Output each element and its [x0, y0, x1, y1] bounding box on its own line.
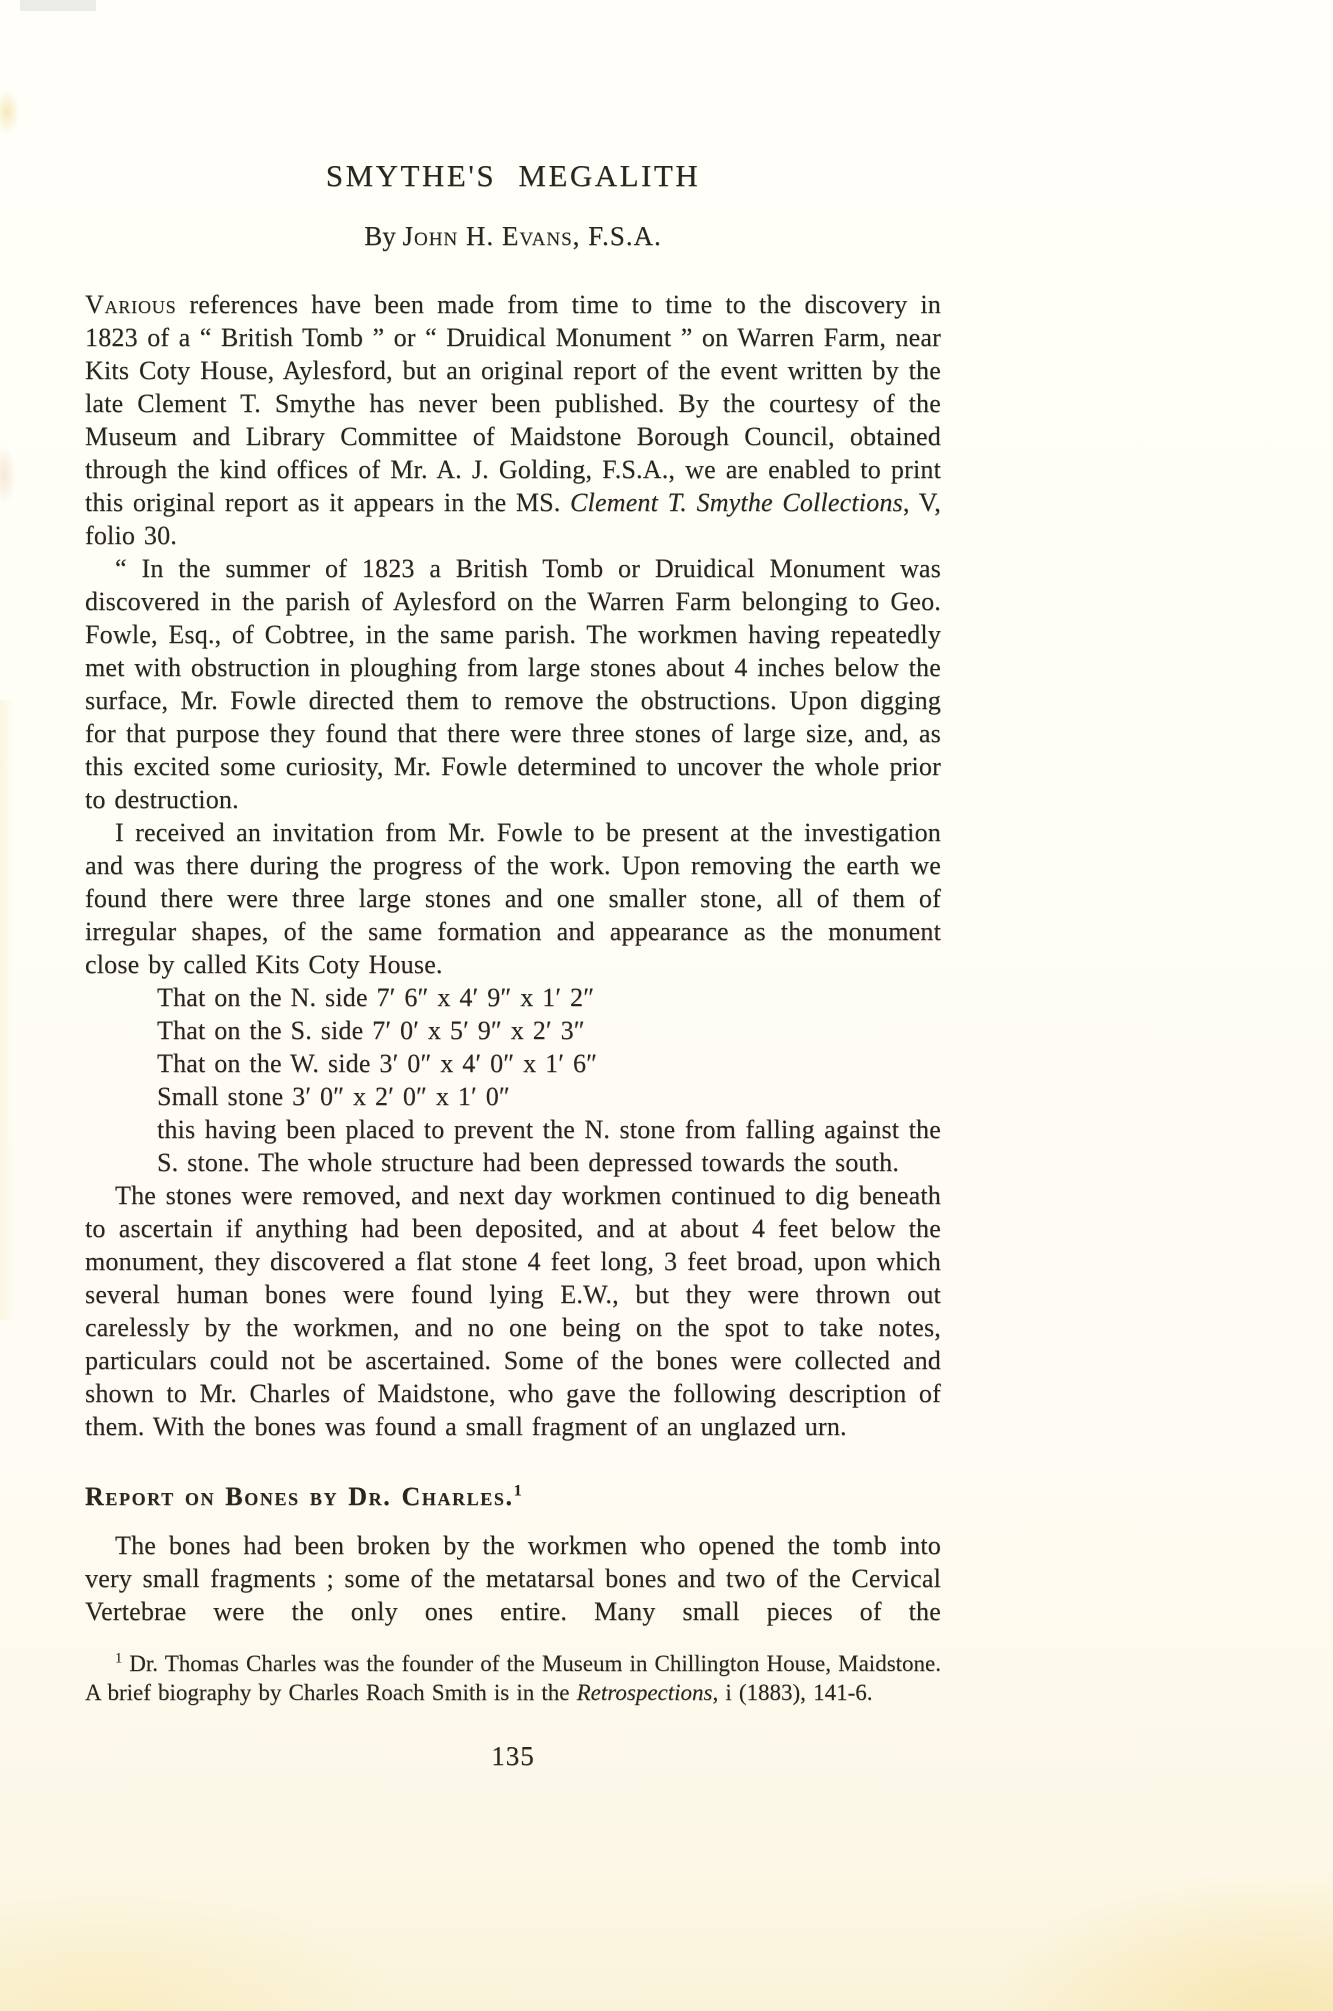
footnote-book-title-italic: Retrospections	[576, 1680, 713, 1705]
footnote-tail: , i (1883), 141-6.	[712, 1680, 873, 1705]
section-heading-report-on-bones	[85, 1480, 941, 1513]
manuscript-title-italic: Clement T. Smythe Collections	[570, 488, 903, 517]
paragraph-quote-2: I received an invitation from Mr. Fowle to be present at the investigation and was there during the progress of the work. Upon removing the earth we found there were three large stones and one smaller stone, all of them of irregular shapes, of the same formation and appearance as the monument close by called Kits Coty House.	[85, 818, 941, 979]
footnote-reference-mark: 1	[513, 1482, 524, 1500]
footnote-marker: 1	[115, 1650, 123, 1667]
paragraph-intro-tail: , V, folio 30.	[85, 488, 941, 550]
section-heading-text: Report on Bones by Dr. Charles.	[85, 1482, 514, 1511]
paragraph-excavation: The stones were removed, and next day workmen continued to dig beneath to ascertain if anything had been deposited, and at about 4 feet below the monument, they discovered a flat stone 4 feet long, 3 feet broad, upon which several human bones were found lying E.W., but they were thrown out carelessly by the workmen, and no one being on the spot to take notes, particulars could not be ascertained. Some of the bones were collected and shown to Mr. Charles of Maidstone, who gave the following description of them. With the bones was found a small fragment of an unglazed urn.	[85, 1181, 941, 1441]
footnote	[85, 1649, 941, 1707]
footnote-text: Dr. Thomas Charles was the founder of the Museum in Chillington House, Maidstone. A brief biography by Charles Roach Smith is in the	[85, 1651, 941, 1705]
scan-artifact-edge-streak	[0, 700, 14, 1320]
measurement-north-stone: That on the N. side 7′ 6″ x 4′ 9″ x 1′ 2″	[157, 983, 595, 1012]
article-body	[85, 288, 941, 1628]
article-text-block	[85, 158, 941, 1772]
scan-artifact-corner-mark	[20, 0, 96, 11]
paragraph-intro-text: references have been made from time to time to the discovery in 1823 of a “ British Tomb ” or “ Druidical Monument ” on Warren Farm, near Kits Coty House, Aylesford, but an original report of the event written by the late Clement T. Smythe has never been published. By the courtesy of the Museum and Library Committee of Maidstone Borough Council, obtained through the kind offices of Mr. A. J. Golding, F.S.A., we are enabled to print this original report as it appears in the MS.	[85, 290, 941, 517]
paragraph-bones-report: The bones had been broken by the workmen who opened the tomb into very small fragments ; some of the metatarsal bones and two of the Cervical Vertebrae were the only ones entire. Many small pieces of the	[85, 1531, 941, 1626]
byline-prefix: By	[364, 221, 403, 251]
page-number: 135	[491, 1741, 535, 1771]
measurements-note: this having been placed to prevent the N. stone from falling against the S. stone. The whole structure had been depressed towards the south.	[157, 1115, 941, 1177]
paragraph-intro	[85, 288, 941, 552]
measurement-west-stone: That on the W. side 3′ 0″ x 4′ 0″ x 1′ 6″	[157, 1049, 598, 1078]
scan-artifact-smudge	[0, 90, 20, 134]
article-byline	[85, 221, 941, 252]
article-title: SMYTHE'S MEGALITH	[325, 158, 701, 193]
measurement-south-stone: That on the S. side 7′ 0′ x 5′ 9″ x 2′ 3″	[157, 1016, 585, 1045]
paragraph-quote-1: “ In the summer of 1823 a British Tomb or Druidical Monument was discovered in the parish of Aylesford on the Warren Farm belonging to Geo. Fowle, Esq., of Cobtree, in the same parish. The workmen having repeatedly met with obstruction in ploughing from large stones about 4 inches below the surface, Mr. Fowle directed them to remove the obstructions. Upon digging for that purpose they found that there were three stones of large size, and, as this excited some curiosity, Mr. Fowle determined to uncover the whole prior to destruction.	[85, 554, 941, 814]
scan-artifact-smudge	[0, 445, 16, 505]
measurement-small-stone: Small stone 3′ 0″ x 2′ 0″ x 1′ 0″	[157, 1082, 510, 1111]
paragraph-lead-word: Various	[85, 290, 177, 319]
stone-measurements-list	[85, 981, 941, 1113]
byline-author: John H. Evans, F.S.A.	[402, 221, 662, 251]
